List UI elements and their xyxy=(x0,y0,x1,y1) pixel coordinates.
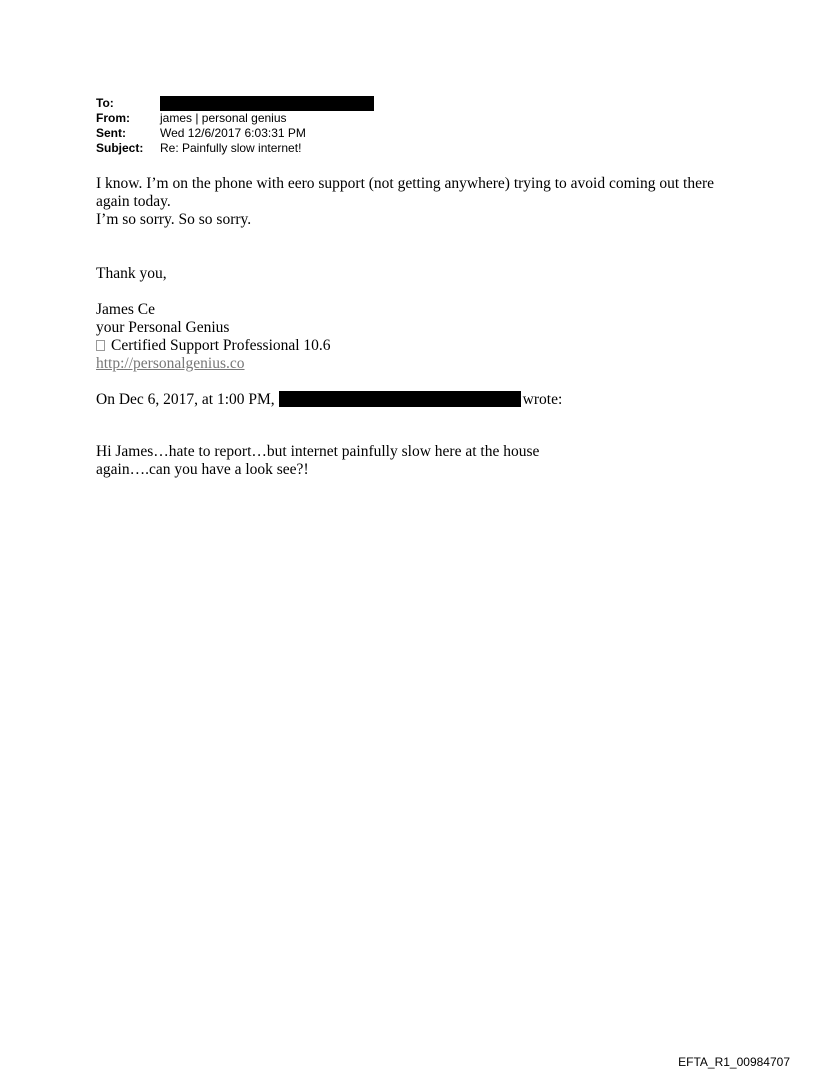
body-paragraph-2: I’m so sorry. So so sorry. xyxy=(96,211,252,228)
to-label: To: xyxy=(96,96,114,110)
from-value: james | personal genius xyxy=(160,111,287,125)
signature-name: James Ce xyxy=(96,301,155,318)
quote-attribution-prefix: On Dec 6, 2017, at 1:00 PM, xyxy=(96,391,275,408)
from-label: From: xyxy=(96,111,130,125)
to-row xyxy=(96,96,374,111)
signature-cert-text: Certified Support Professional 10.6 xyxy=(111,337,331,354)
sent-label: Sent: xyxy=(96,126,126,140)
subject-row xyxy=(96,141,374,156)
subject-value: Re: Painfully slow internet! xyxy=(160,141,302,155)
signature-cert xyxy=(96,337,736,355)
sent-value: Wed 12/6/2017 6:03:31 PM xyxy=(160,126,306,140)
sent-row xyxy=(96,126,374,141)
quoted-message: Hi James…hate to report…but internet painfully slow here at the house again….can you have a look see?! xyxy=(96,443,540,478)
body-paragraph-1: I know. I’m on the phone with eero support (not getting anywhere) trying to avoid coming out there again today. xyxy=(96,175,714,210)
signature-title: your Personal Genius xyxy=(96,319,230,336)
subject-label: Subject: xyxy=(96,141,144,155)
email-header xyxy=(96,96,374,156)
signature-link[interactable]: http://personalgenius.co xyxy=(96,355,245,372)
redaction-sender xyxy=(279,391,521,407)
document-id: EFTA_R1_00984707 xyxy=(678,1055,790,1069)
quote-attribution-suffix: wrote: xyxy=(522,391,563,408)
missing-glyph-icon xyxy=(96,340,105,351)
redaction-to xyxy=(160,96,374,111)
from-row xyxy=(96,111,374,126)
closing-text: Thank you, xyxy=(96,265,167,282)
email-body xyxy=(96,175,736,479)
quote-attribution xyxy=(96,391,736,409)
